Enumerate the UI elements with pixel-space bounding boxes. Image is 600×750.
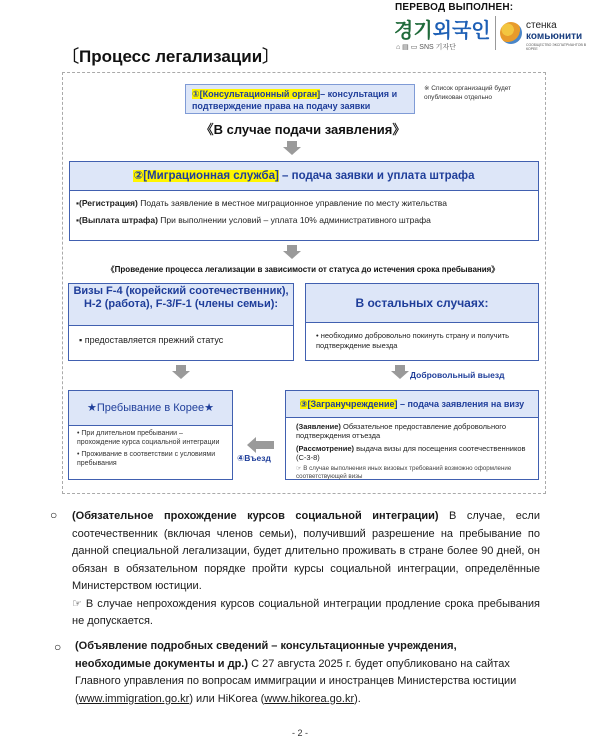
- step1-highlight: ①[Консультационный орган]: [192, 89, 321, 99]
- stay-row-conditions: • Проживание в соответствии с условиями пребывания: [77, 451, 216, 467]
- step3-box: [285, 390, 539, 480]
- partner-name-2: комьюнити: [526, 31, 583, 42]
- arrow-down-icon: [283, 251, 301, 259]
- entry-label: ④Въезд: [237, 453, 271, 463]
- step1-box: [185, 84, 415, 114]
- page-title: 〔Процесс легализации〕: [62, 47, 280, 66]
- partner-logo: [500, 14, 595, 50]
- stay-header: ★Пребывание в Корее★: [69, 391, 232, 426]
- circle-bullet-icon: ○: [50, 508, 58, 522]
- logo-text-b: 외국인: [432, 18, 491, 42]
- paragraph-integration: (Обязательное прохождение курсов социальной интеграции) В случае, если соотечественник (включая членов семьи), получивший разрешение на пребывание по данной специальной легализации, будет длительно проживать в стране более 90 дней, он обязан в обязательном порядке пройти курсы социальной интеграции, определённые Министерством юстиции. ☞ В случае непрохождения курсов социальной интеграции продление срока пребывания не допускается.: [72, 510, 540, 627]
- circle-bullet-icon: ○: [54, 640, 62, 654]
- paragraph-integration-note: ☞ В случае непрохождения курсов социальной интеграции продление срока пребывания не допускается.: [72, 597, 540, 627]
- translator-label: ПЕРЕВОД ВЫПОЛНЕН:: [395, 2, 514, 13]
- other-cases-row: • необходимо добровольно покинуть страну и получить подтверждение выезда: [316, 331, 510, 350]
- voluntary-exit-label: Добровольный выезд: [410, 370, 505, 380]
- partner-name-1: стенка: [526, 20, 557, 31]
- community-people-icon: [500, 22, 522, 44]
- step1-text: – консультация и подтверждение права на подачу заявки: [192, 89, 398, 111]
- arrow-down-icon: [283, 147, 301, 155]
- logo-text-a: 경기: [394, 18, 433, 42]
- other-cases-header: В остальных случаях:: [306, 284, 538, 323]
- process-heading: 《Проведение процесса легализации в зависимости от статуса до истечения срока пребывания》: [106, 265, 500, 274]
- logo-divider: [495, 16, 496, 50]
- page-number: - 2 -: [291, 728, 308, 738]
- stay-in-korea-box: [68, 390, 233, 480]
- other-cases-box: [305, 283, 539, 361]
- step2-row-registration: ▪(Регистрация) Подать заявление в местное миграционное управление по месту жительства: [76, 198, 447, 208]
- step3-note: ☞ В случае выполнения иных визовых требований возможно оформление соответствующей визы: [296, 465, 512, 480]
- arrow-down-icon: [172, 371, 190, 379]
- step2-row-fine: ▪(Выплата штрафа) При выполнении условий – уплата 10% административного штрафа: [76, 215, 431, 225]
- hikorea-link[interactable]: www.hikorea.go.kr: [264, 692, 355, 705]
- gyeonggi-logo: [394, 14, 491, 43]
- step3-row-application: (Заявление) Обязательное предоставление добровольного подтверждения отъезда: [296, 422, 507, 440]
- visa-status-box: [68, 283, 294, 361]
- paragraph-announcement: (Объявление подробных сведений – консультационные учреждения, необходимые документы и др.) С 27 августа 2025 г. будет опубликовано на сайтах Главного управления по вопросам иммиграции и иностранцев Министерства юстиции (www.immigration.go.kr) или HiKorea (www.hikorea.go.kr).: [75, 640, 517, 705]
- immigration-link[interactable]: www.immigration.go.kr: [78, 692, 190, 705]
- arrow-left-stem: [256, 441, 274, 449]
- visa-status-row: ▪ предоставляется прежний статус: [79, 335, 224, 345]
- visa-status-header: Визы F-4 (корейский соотечественник), H-2 (работа), F-3/F-1 (члены семьи):: [69, 284, 293, 326]
- step1-note: ※ Список организаций будет опубликован отдельно: [424, 85, 512, 101]
- case-heading: 《В случае подачи заявления》: [200, 122, 406, 137]
- partner-tagline: СООБЩЕСТВО ЭКСПАТРИАНТОВ В КОРЕЕ: [526, 43, 587, 51]
- stay-row-integration: • При длительном пребывании – прохождение курса социальной интеграции: [77, 430, 220, 446]
- logo-subtitle: ⌂ ▤ ▭ SNS 기자단: [396, 44, 456, 51]
- step2-box: [69, 161, 539, 241]
- arrow-left-icon: [247, 437, 256, 453]
- step2-header: ②[Миграционная служба] – подача заявки и уплата штрафа: [70, 162, 538, 191]
- step3-header: ③[Загранучреждение] – подача заявления на визу: [286, 391, 538, 418]
- arrow-down-icon: [391, 371, 409, 379]
- step3-row-review: (Рассмотрение) выдача визы для посещения соотечественников (C-3-8): [296, 444, 526, 462]
